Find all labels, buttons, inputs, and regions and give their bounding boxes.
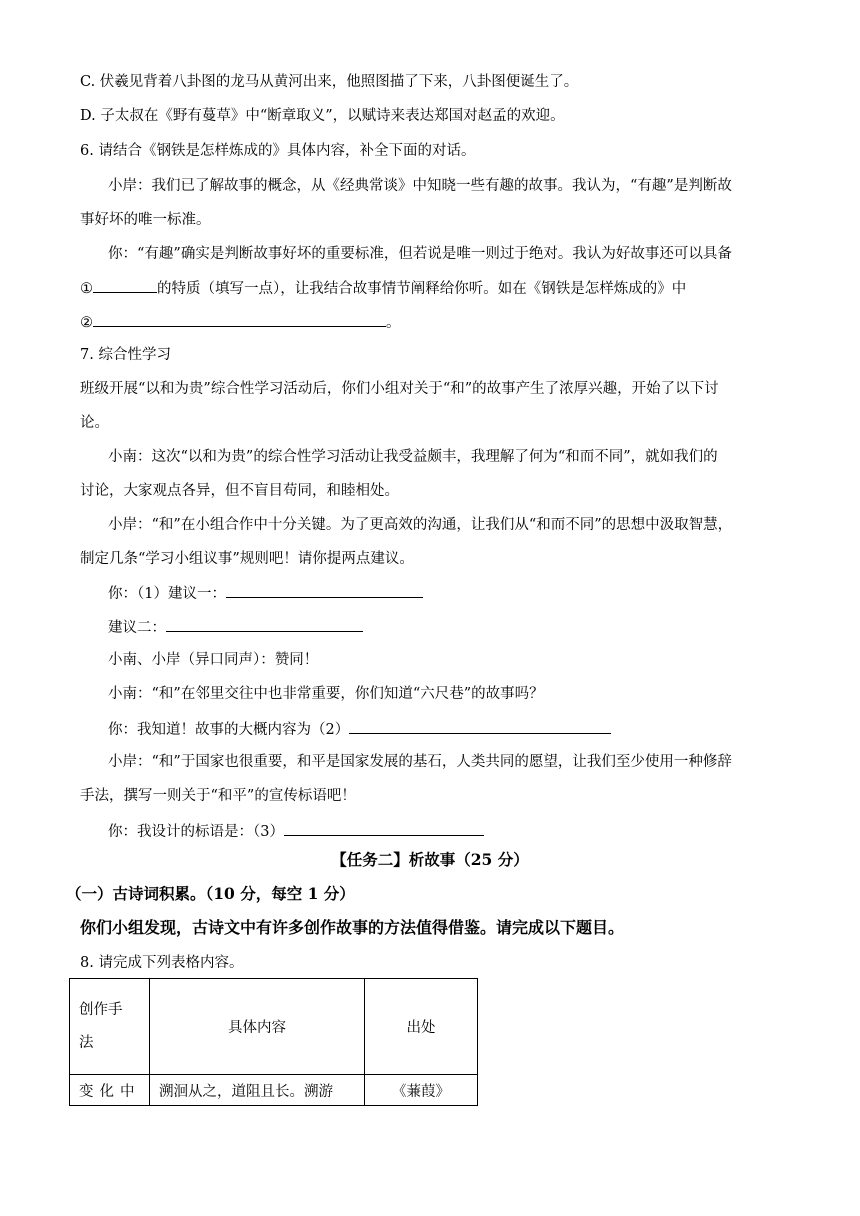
section-1-description: 你们小组发现，古诗文中有许多创作故事的方法值得借鉴。请完成以下题目。 (80, 918, 625, 937)
dialogue-xiaoan-1-cont: 事好坏的唯一标准。 (80, 212, 211, 228)
cell-content: 溯洄从之，道阻且长。溯游 (150, 1075, 365, 1106)
suggestion-1-blank[interactable] (226, 582, 423, 598)
dialogue-xiaonan-2: 小南：“和”在邻里交往中也非常重要，你们知道“六尺巷”的故事吗？ (108, 686, 544, 702)
answer-line-2-end: 。 (386, 315, 401, 331)
header-method-line2: 法 (79, 1034, 94, 1051)
header-method-line1: 创作手 (79, 1001, 123, 1018)
suggestion-1-line (108, 582, 423, 604)
header-source: 出处 (365, 979, 478, 1075)
dialogue-you-1: 你：“有趣”确实是判断故事好坏的重要标准，但若说是唯一则过于绝对。我认为好故事还可以具备 (108, 246, 732, 262)
dialogue-xiaoan-3-cont: 手法，撰写一则关于“和平”的宣传标语吧！ (80, 788, 356, 804)
answer-line-1 (80, 277, 686, 299)
suggestion-1-label: 你：（1）建议一： (108, 586, 226, 602)
cell-method: 变化中 (70, 1075, 150, 1106)
dialogue-xiaoan-3: 小岸：“和”于国家也很重要，和平是国家发展的基石，人类共同的愿望，让我们至少使用一种修辞 (108, 754, 732, 770)
answer-blank-2[interactable] (93, 311, 386, 327)
slogan-label: 你：我设计的标语是：（3） (108, 824, 284, 840)
slogan-blank[interactable] (284, 820, 484, 836)
answer-blank-1[interactable] (93, 277, 157, 293)
option-d: D. 子太叔在《野有蔓草》中“断章取义”，以赋诗来表达郑国对赵孟的欢迎。 (80, 108, 565, 124)
answer-line-2 (80, 311, 401, 333)
story-blank[interactable] (349, 718, 611, 734)
dialogue-both: 小南、小岸（异口同声）：赞同！ (108, 652, 319, 668)
suggestion-2-line (108, 616, 363, 638)
methods-table (69, 978, 478, 1106)
question-7: 7. 综合性学习 (80, 347, 171, 363)
header-content: 具体内容 (150, 979, 365, 1075)
section-1-heading: （一）古诗词积累。（10 分，每空 1 分） (66, 884, 355, 903)
story-label: 你：我知道！故事的大概内容为（2） (108, 722, 350, 738)
slogan-line (108, 820, 484, 842)
dialogue-xiaonan-1: 小南：这次“以和为贵”的综合性学习活动让我受益颇丰，我理解了何为“和而不同”，就如我们的 (108, 449, 718, 465)
header-method (70, 979, 150, 1075)
suggestion-2-label: 建议二： (108, 620, 166, 636)
dialogue-xiaonan-1-cont: 讨论，大家观点各异，但不盲目苟同，和睦相处。 (80, 483, 399, 499)
q7-intro-cont: 论。 (80, 415, 109, 431)
dialogue-xiaoan-2-cont: 制定几条“学习小组议事”规则吧！请你提两点建议。 (80, 551, 414, 567)
cell-source: 《蒹葭》 (365, 1075, 478, 1106)
answer-marker-2: ② (80, 315, 93, 331)
question-8: 8. 请完成下列表格内容。 (80, 955, 244, 971)
question-6: 6. 请结合《钢铁是怎样炼成的》具体内容，补全下面的对话。 (80, 143, 476, 159)
table-header-row (70, 979, 478, 1075)
answer-line-1-text: 的特质（填写一点），让我结合故事情节阐释给你听。如在《钢铁是怎样炼成的》中 (157, 281, 687, 297)
dialogue-xiaoan-1: 小岸：我们已了解故事的概念，从《经典常谈》中知晓一些有趣的故事。我认为，“有趣”是判断故 (108, 178, 732, 194)
option-c: C. 伏羲见背着八卦图的龙马从黄河出来，他照图描了下来，八卦图便诞生了。 (80, 74, 579, 90)
suggestion-2-blank[interactable] (166, 616, 363, 632)
table-row (70, 1075, 478, 1106)
answer-marker-1: ① (80, 281, 93, 297)
q7-intro: 班级开展“以和为贵”综合性学习活动后，你们小组对关于“和”的故事产生了浓厚兴趣，开始了以下讨 (80, 381, 719, 397)
task-2-heading: 【任务二】析故事（25 分） (331, 850, 529, 869)
dialogue-xiaoan-2: 小岸：“和”在小组合作中十分关键。为了更高效的沟通，让我们从“和而不同”的思想中汲取智慧， (108, 517, 733, 533)
story-line (108, 718, 611, 740)
